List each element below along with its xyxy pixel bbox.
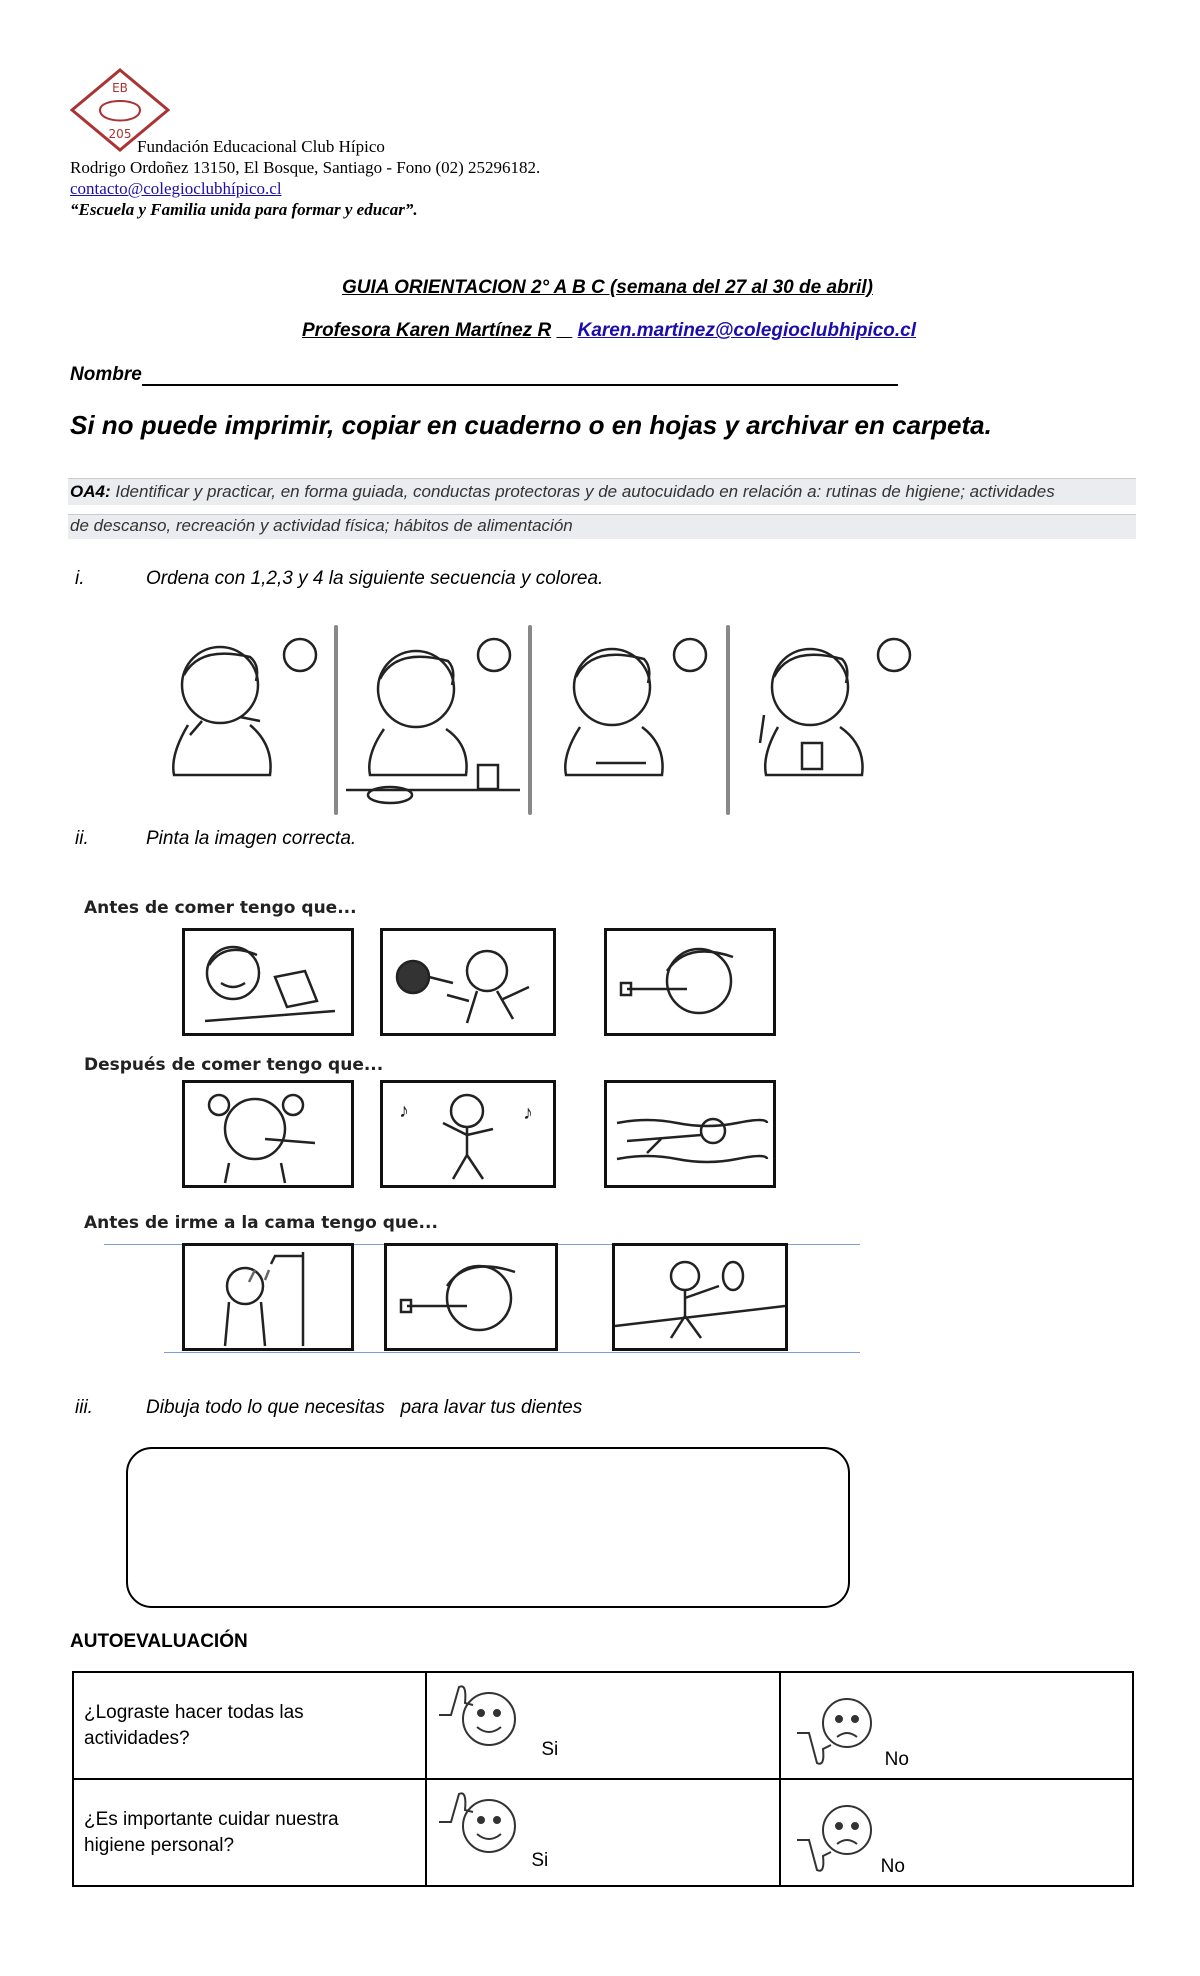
teacher-email-link[interactable]: Karen.martinez@colegioclubhipico.cl	[577, 320, 917, 341]
sequence-panel-1[interactable]	[173, 639, 316, 775]
teacher-line	[302, 320, 916, 342]
self-eval-no-cell[interactable]	[780, 1672, 1133, 1779]
self-eval-row	[73, 1779, 1133, 1886]
item-text-1: Ordena con 1,2,3 y 4 la siguiente secuencia y colorea.	[146, 568, 604, 589]
option-brush-teeth-2[interactable]	[182, 1080, 354, 1188]
svg-text:♪: ♪	[523, 1102, 533, 1124]
objective-text-1: Identificar y practicar, en forma guiada, conductas protectoras y de autocuidado en relación a: rutinas de higiene; actividades	[115, 482, 1055, 501]
logo-text-bottom: 205	[108, 127, 132, 141]
sequence-panel-2[interactable]	[346, 639, 520, 803]
option-swim[interactable]	[604, 1080, 776, 1188]
item-number-1: i.	[75, 568, 85, 589]
self-eval-question: ¿Lograste hacer todas las actividades?	[73, 1672, 426, 1779]
guide-title: GUIA ORIENTACION 2° A B C (semana del 27 al 30 de abril)	[342, 277, 873, 298]
option-shower[interactable]	[182, 1243, 354, 1351]
print-instruction: Si no puede imprimir, copiar en cuaderno o en hojas y archivar en carpeta.	[70, 410, 992, 440]
self-eval-heading: AUTOEVALUACIÓN	[70, 1631, 248, 1652]
logo-text-top: EB	[112, 81, 128, 95]
thumbs-up-emoji-icon	[433, 1782, 529, 1862]
item-number-3: iii.	[75, 1397, 93, 1418]
org-email-link[interactable]: contacto@colegioclubhípico.cl	[70, 179, 282, 198]
no-label: No	[880, 1856, 905, 1877]
org-name: Fundación Educacional Club Hípico	[137, 137, 385, 156]
objective-code: OA4:	[70, 482, 111, 501]
yes-label: Si	[541, 1739, 559, 1760]
option-tennis[interactable]	[612, 1243, 788, 1351]
sequence-panel-4[interactable]	[760, 639, 910, 775]
name-underline	[142, 384, 898, 386]
name-label: Nombre	[70, 364, 142, 385]
teacher-name: Profesora Karen Martínez R	[302, 320, 552, 341]
drawing-box[interactable]	[126, 1447, 850, 1608]
option-brush-teeth-3[interactable]	[384, 1243, 558, 1351]
name-field[interactable]	[70, 364, 142, 386]
svg-text:♪: ♪	[399, 1100, 409, 1122]
caption-after-eating: Después de comer tengo que...	[84, 1055, 384, 1075]
option-dance[interactable]	[380, 1080, 556, 1188]
objective-line-2: de descanso, recreación y actividad física; hábitos de alimentación	[70, 516, 573, 535]
option-wash-hands[interactable]	[182, 928, 354, 1036]
option-brush-teeth-1[interactable]	[604, 928, 776, 1036]
org-motto: “Escuela y Familia unida para formar y educar”.	[70, 200, 418, 219]
self-eval-row	[73, 1672, 1133, 1779]
self-eval-question: ¿Es importante cuidar nuestra higiene personal?	[73, 1779, 426, 1886]
item-number-2: ii.	[75, 828, 89, 849]
self-eval-yes-cell[interactable]	[426, 1779, 779, 1886]
no-label: No	[884, 1749, 909, 1770]
caption-before-bed: Antes de irme a la cama tengo que...	[84, 1213, 438, 1233]
sequence-panels	[150, 625, 930, 815]
sequence-panel-3[interactable]	[565, 639, 706, 775]
objective-line-1	[70, 482, 1134, 502]
thumbs-down-emoji-icon	[791, 1693, 883, 1773]
self-eval-no-cell[interactable]	[780, 1779, 1133, 1886]
self-eval-table	[72, 1671, 1134, 1887]
self-eval-yes-cell[interactable]	[426, 1672, 779, 1779]
yes-label: Si	[531, 1850, 549, 1871]
item-text-3: Dibuja todo lo que necesitas para lavar tus dientes	[146, 1397, 583, 1418]
item-text-2: Pinta la imagen correcta.	[146, 828, 357, 849]
thumbs-down-emoji-icon	[791, 1800, 883, 1880]
option-play-ball[interactable]	[380, 928, 556, 1036]
caption-before-eating: Antes de comer tengo que...	[84, 898, 357, 918]
org-address: Rodrigo Ordoñez 13150, El Bosque, Santiago - Fono (02) 25296182.	[70, 158, 541, 177]
thumbs-up-emoji-icon	[433, 1675, 529, 1755]
